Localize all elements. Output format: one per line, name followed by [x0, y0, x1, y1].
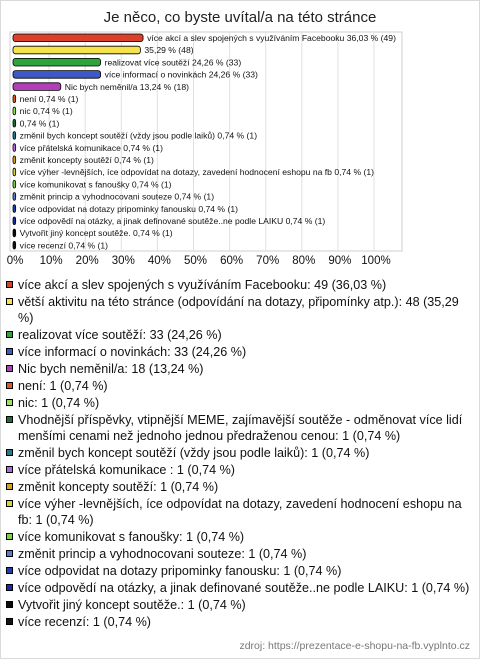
legend-swatch — [6, 399, 13, 406]
legend-label: není: 1 (0,74 %) — [18, 379, 108, 393]
legend-item — [4, 479, 474, 495]
legend-label: více odpovědí na otázky, a jinak definované soutěže..ne podle LAIKU: 1 (0,74 %) — [18, 581, 470, 595]
legend-swatch — [6, 550, 13, 557]
legend-item — [4, 462, 474, 478]
legend-label: více přátelská komunikace : 1 (0,74 %) — [18, 463, 235, 477]
legend-swatch — [6, 382, 13, 389]
chart-title: Je něco, co byste uvítal/a na této stránce — [103, 9, 377, 26]
legend-label: realizovat více soutěží: 33 (24,26 %) — [18, 328, 222, 342]
legend-swatch — [6, 348, 13, 355]
legend-label: změnil bych koncept soutěží (vždy jsou podle laiků): 1 (0,74 %) — [18, 446, 370, 460]
legend-label: Vytvořit jiný koncept soutěže.: 1 (0,74 %) — [18, 598, 246, 612]
legend-swatch — [6, 416, 13, 423]
x-tick-label: 20% — [75, 255, 99, 267]
legend-item — [4, 614, 474, 630]
legend-label: více komunikovat s fanoušky: 1 (0,74 %) — [18, 530, 245, 544]
bar — [13, 132, 16, 140]
legend-swatch — [6, 298, 13, 305]
legend-item — [4, 378, 474, 394]
x-tick-label: 70% — [256, 255, 280, 267]
bar — [13, 144, 16, 152]
data-label: Nic bych neměnil/a 13,24 % (18) — [64, 81, 189, 92]
data-label: více komunikovat s fanoušky 0,74 % (1) — [19, 179, 172, 190]
data-label: 35,29 % (48) — [144, 45, 194, 56]
x-tick-label: 30% — [111, 255, 135, 267]
bar — [13, 217, 16, 225]
legend-swatch — [6, 500, 13, 507]
bar — [13, 229, 16, 237]
legend-item — [4, 412, 474, 444]
legend-item — [4, 529, 474, 545]
legend-swatch — [6, 601, 13, 608]
data-label: více akcí a slev spojených s využíváním Facebooku 36,03 % (49) — [147, 33, 396, 43]
data-label: změnil bych koncept soutěží (vždy jsou podle laiků) 0,74 % (1) — [19, 130, 258, 141]
legend-label: změnit koncepty soutěží: 1 (0,74 %) — [18, 480, 219, 494]
legend-swatch — [6, 567, 13, 574]
data-label: více recenzí 0,74 % (1) — [19, 240, 109, 251]
legend-swatch — [6, 483, 13, 490]
legend-item — [4, 294, 474, 326]
bar — [13, 58, 101, 66]
legend-label: více akcí a slev spojených s využíváním Facebooku: 49 (36,03 %) — [18, 278, 387, 292]
legend-item — [4, 597, 474, 613]
legend-swatch — [6, 533, 13, 540]
legend-swatch — [6, 331, 13, 338]
legend-item — [4, 496, 474, 528]
x-tick-label: 50% — [183, 255, 208, 267]
legend-item — [4, 546, 474, 562]
data-label: není 0,74 % (1) — [19, 94, 79, 104]
bar — [13, 46, 140, 54]
data-label: změnit princip a vyhodnocovani souteze 0,74 % (1) — [19, 191, 215, 202]
legend-item — [4, 344, 474, 360]
bar — [13, 119, 16, 127]
data-label: více výher -levnějších, íce odpovídat na dotazy, zavedení hodnocení eshopu na fb 0,74 % (1) — [19, 167, 374, 178]
bar — [13, 95, 16, 103]
data-label: realizovat více soutěží 24,26 % (33) — [104, 57, 242, 68]
bar — [13, 180, 16, 188]
legend-label: více recenzí: 1 (0,74 %) — [18, 615, 151, 629]
legend-item — [4, 395, 474, 411]
bar — [13, 193, 16, 201]
legend-item — [4, 277, 474, 293]
legend-item — [4, 327, 474, 343]
legend-label: větší aktivitu na této stránce (odpovídání na dotazy, připomínky atp.): 48 (35,29 %) — [18, 295, 459, 325]
legend-label: Nic bych neměnil/a: 18 (13,24 %) — [18, 362, 204, 376]
data-label: nic 0,74 % (1) — [19, 106, 73, 117]
legend-label: více odpovidat na dotazy pripominky fanousku: 1 (0,74 %) — [18, 564, 342, 578]
x-tick-label: 60% — [220, 255, 244, 267]
legend-item — [4, 445, 474, 461]
bar — [13, 205, 16, 213]
x-tick-label: 0% — [6, 255, 24, 267]
x-tick-label: 90% — [328, 255, 352, 267]
legend-swatch — [6, 281, 13, 288]
legend-item — [4, 361, 474, 377]
legend-label: Vhodnější příspěvky, vtipnější MEME, zajímavější soutěže - odměnovat více lidí menšími cenami než jednoho jednou předraženou cenou: 1 (0,74 %) — [18, 413, 463, 443]
legend-swatch — [6, 449, 13, 456]
data-label: více odpovidat na dotazy pripominky fanousku 0,74 % (1) — [19, 203, 238, 214]
legend-label: nic: 1 (0,74 %) — [18, 396, 100, 410]
legend-swatch — [6, 365, 13, 372]
legend-item — [4, 580, 474, 596]
bar — [13, 241, 16, 249]
x-tick-label: 80% — [292, 255, 316, 267]
legend-label: změnit princip a vyhodnocovani souteze: 1 (0,74 %) — [18, 547, 307, 561]
legend-label: více informací o novinkách: 33 (24,26 %) — [18, 345, 247, 359]
legend-label: více výher -levnějších, íce odpovídat na dotazy, zavedení hodnocení eshopu na fb: 1 (0,74 %) — [18, 497, 462, 527]
bar — [13, 71, 101, 79]
bar-chart — [0, 0, 480, 260]
x-tick-label: 10% — [39, 255, 63, 267]
bar — [13, 83, 61, 91]
data-label: více informací o novinkách 24,26 % (33) — [104, 69, 258, 80]
x-tick-label: 100% — [361, 255, 391, 267]
data-label: více přátelská komunikace 0,74 % (1) — [19, 142, 163, 153]
data-label: Vytvořit jiný koncept soutěže. 0,74 % (1) — [19, 228, 173, 239]
source-note: zdroj: https://prezentace-e-shopu-na-fb.vyplnto.cz — [239, 640, 470, 652]
legend-swatch — [6, 466, 13, 473]
x-axis — [0, 253, 480, 271]
bar — [13, 34, 143, 42]
data-label: změnit koncepty soutěží 0,74 % (1) — [19, 155, 154, 165]
data-label: 0,74 % (1) — [19, 118, 60, 129]
legend — [4, 277, 474, 631]
bar — [13, 168, 16, 176]
data-label: více odpovědí na otázky, a jinak definované soutěže..ne podle LAIKU 0,74 % (1) — [19, 216, 326, 226]
x-tick-label: 40% — [147, 255, 171, 267]
bar — [13, 107, 16, 115]
bar — [13, 156, 16, 164]
legend-swatch — [6, 584, 13, 591]
legend-item — [4, 563, 474, 579]
legend-swatch — [6, 618, 13, 625]
